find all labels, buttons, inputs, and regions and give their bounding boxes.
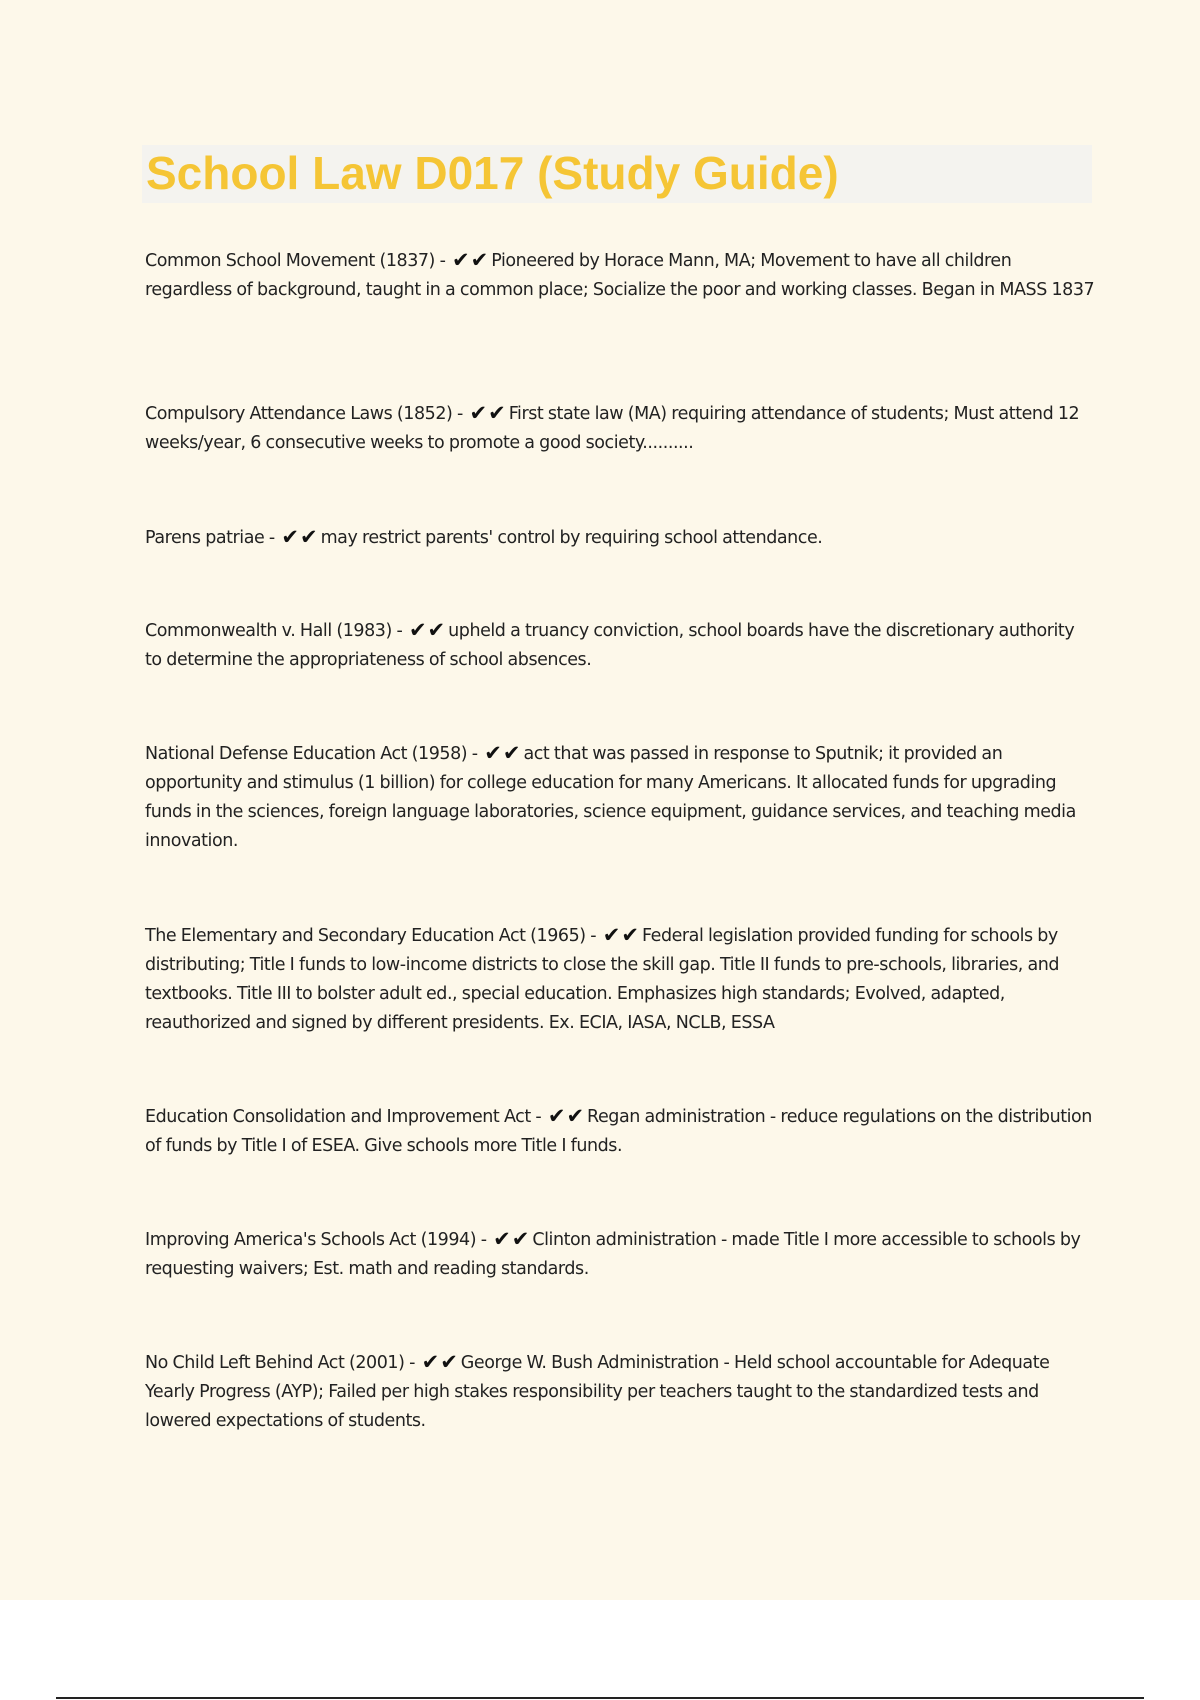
double-check-icon: ✔✔ xyxy=(469,401,507,425)
footer-divider xyxy=(56,1697,1144,1699)
entry-separator: - xyxy=(391,621,407,641)
entry-compulsory-attendance-laws xyxy=(145,400,1095,458)
double-check-icon: ✔✔ xyxy=(484,741,522,765)
entry-improving-americas-schools-act xyxy=(145,1226,1095,1284)
entry-separator: - xyxy=(452,404,468,424)
double-check-icon: ✔✔ xyxy=(493,1227,531,1251)
entry-term: Commonwealth v. Hall (1983) xyxy=(145,621,392,641)
entry-education-consolidation-improvement-act xyxy=(145,1103,1095,1161)
entry-national-defense-education-act xyxy=(145,740,1095,856)
entry-definition: Regan administration - reduce regulations on the distribution of funds by Title I of ESEA. Give schools more Title I funds. xyxy=(145,1107,1092,1156)
entry-separator: - xyxy=(404,1353,420,1373)
entry-parens-patriae xyxy=(145,524,1095,553)
entry-definition: Federal legislation provided funding for schools by distributing; Title I funds to low-income districts to close the skill gap. Title II funds to pre-schools, libraries, and textbooks. Title III to bolster adult ed., special education. Emphasizes high standards; Evolved, adapted, reauthorized and signed by different presidents. Ex. ECIA, IASA, NCLB, ESSA xyxy=(145,926,1060,1033)
double-check-icon: ✔✔ xyxy=(452,248,490,272)
entry-term: Compulsory Attendance Laws (1852) xyxy=(145,404,453,424)
page-title: School Law D017 (Study Guide) xyxy=(146,147,839,199)
entry-separator: - xyxy=(434,251,451,271)
entry-term: No Child Left Behind Act (2001) xyxy=(145,1353,405,1373)
entry-definition: First state law (MA) requiring attendance of students; Must attend 12 weeks/year, 6 consecutive weeks to promote a good society.......... xyxy=(145,404,1080,453)
entry-term: The Elementary and Secondary Education Act (1965) xyxy=(145,926,586,946)
double-check-icon: ✔✔ xyxy=(547,1104,586,1128)
entry-separator: - xyxy=(585,926,601,946)
entry-separator: - xyxy=(476,1230,492,1250)
double-check-icon: ✔✔ xyxy=(602,923,640,947)
entry-term: Parens patriae xyxy=(145,528,265,548)
entry-common-school-movement xyxy=(145,247,1095,305)
entry-commonwealth-v-hall xyxy=(145,617,1095,675)
entry-term: National Defense Education Act (1958) xyxy=(145,744,468,764)
entry-separator: - xyxy=(264,528,280,548)
entry-definition: George W. Bush Administration - Held school accountable for Adequate Yearly Progress (AYP); Failed per high stakes responsibility per teachers taught to the standardized tests and lowered expectations of students. xyxy=(145,1353,1050,1431)
entry-term: Common School Movement (1837) xyxy=(145,251,435,271)
double-check-icon: ✔✔ xyxy=(421,1350,459,1374)
entry-no-child-left-behind-act xyxy=(145,1349,1095,1436)
entry-definition: upheld a truancy conviction, school boards have the discretionary authority to determine the appropriateness of school absences. xyxy=(145,621,1075,670)
entry-term: Education Consolidation and Improvement Act xyxy=(145,1107,531,1127)
entry-definition: may restrict parents' control by requiring school attendance. xyxy=(320,528,823,548)
entry-definition: Pioneered by Horace Mann, MA; Movement to have all children regardless of background, taught in a common place; Socialize the poor and working classes. Began in MASS 1837 xyxy=(145,251,1095,300)
entry-separator: - xyxy=(530,1107,546,1127)
double-check-icon: ✔✔ xyxy=(281,525,319,549)
entry-definition: Clinton administration - made Title I more accessible to schools by requesting waivers; Est. math and reading standards. xyxy=(145,1230,1081,1279)
entry-definition: act that was passed in response to Sputnik; it provided an opportunity and stimulus (1 billion) for college education for many Americans. It allocated funds for upgrading funds in the sciences, foreign language laboratories, science equipment, guidance services, and teaching media innovation. xyxy=(145,744,1076,851)
double-check-icon: ✔✔ xyxy=(408,618,447,642)
entry-elementary-secondary-education-act xyxy=(145,922,1095,1038)
entry-separator: - xyxy=(467,744,483,764)
entry-term: Improving America's Schools Act (1994) xyxy=(145,1230,477,1250)
